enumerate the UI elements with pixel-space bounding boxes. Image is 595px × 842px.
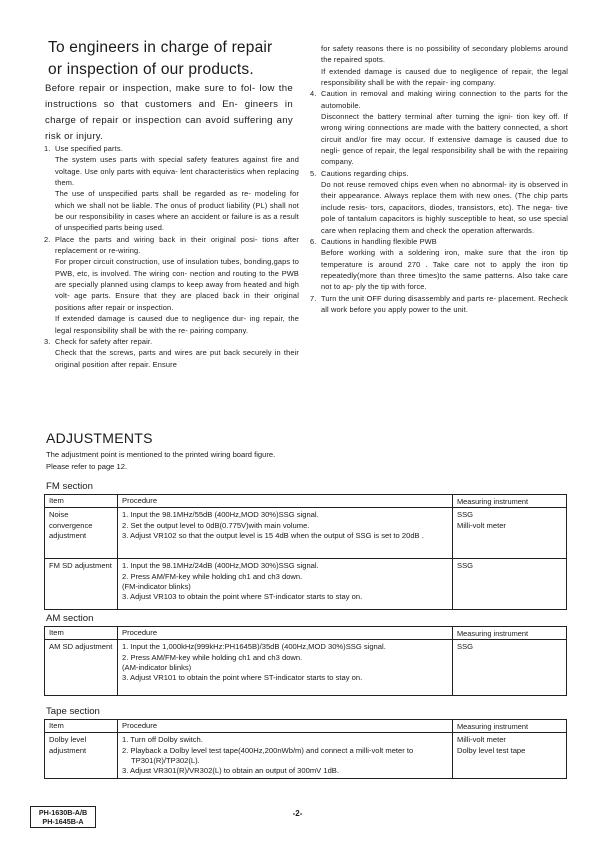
notice-item-number: 3. xyxy=(44,336,51,346)
procedure-step: 1. Input the 98.1MHz/55dB (400Hz,MOD 30%)SSG signal. xyxy=(122,510,319,520)
notice-item-5 xyxy=(310,168,568,236)
notice-item-title: Use specified parts. xyxy=(55,144,123,153)
fm-section-title: FM section xyxy=(46,481,93,492)
notice-item-paragraph: For proper circuit construction, use of insulation tubes, bonding,gaps to PWB, etc, is involved. The wiring con- nection and routing to the PWB are specially planned using clamps to keep away from heated and high volt- age parts. Ensure that they are placed back in their original positions after repair or inspection. xyxy=(55,257,299,312)
notice-item-title: Check for safety after repair. xyxy=(55,336,153,346)
table-row xyxy=(45,508,567,559)
row-procedure xyxy=(118,559,453,610)
instrument-name: Milli-volt meter xyxy=(457,735,506,745)
notice-item-3 xyxy=(44,336,299,370)
procedure-step: 2. Playback a Dolby level test tape(400Hz,200nWb/m) and connect a milli-volt meter to TP301(R)/TP302(L). xyxy=(122,745,414,765)
notice-item-paragraph: The system uses parts with special safety features against fire and voltage. Use only parts with equiva- lent characteristics when replacing them. xyxy=(55,155,299,188)
row-item: Noise convergence adjustment xyxy=(45,508,118,559)
header-procedure: Procedure xyxy=(118,495,453,508)
tape-section-title: Tape section xyxy=(46,706,100,717)
notice-item-title: Turn the unit OFF during disassembly and parts re- placement. Recheck all work before you apply power to the unit. xyxy=(321,293,568,314)
adjustments-title: ADJUSTMENTS xyxy=(46,430,153,446)
row-procedure xyxy=(118,733,453,779)
table-header-row xyxy=(45,627,567,640)
row-instrument xyxy=(453,640,567,696)
model-number: PH-1645B-A xyxy=(42,817,84,826)
notice-item-2 xyxy=(44,234,299,336)
notice-item-number: 7. xyxy=(310,293,317,303)
page-number: -2- xyxy=(292,809,303,818)
notice-item-6 xyxy=(310,236,568,293)
am-section-title: AM section xyxy=(46,613,94,624)
instrument-name: SSG xyxy=(457,561,474,571)
tape-adjustment-table xyxy=(44,719,567,779)
header-measuring-instrument: Measuring instrument xyxy=(453,495,567,508)
table-row xyxy=(45,559,567,610)
procedure-step: 2. Press AM/FM-key while holding ch1 and ch3 down. xyxy=(122,652,303,662)
table-row xyxy=(45,640,567,696)
row-instrument xyxy=(453,508,567,559)
header-item: Item xyxy=(45,495,118,508)
model-number: PH-1630B-A/B xyxy=(38,808,88,817)
notice-item-4 xyxy=(310,88,568,167)
notice-left-column xyxy=(44,143,299,370)
notice-item-number: 2. xyxy=(44,234,51,244)
notice-item-title: Cautions in handling flexible PWB xyxy=(321,236,437,246)
procedure-step: 3. Adjust VR101 to obtain the point where ST-indicator starts to stay on. xyxy=(122,673,363,683)
notice-item-paragraph: Before working with a soldering iron, make sure that the iron tip temperature is around 270 . Take care not to apply the iron tip repeatedly(more than three times)to the same patterns. Also take care not to ap- ply the tip with force. xyxy=(321,248,568,292)
fm-adjustment-table xyxy=(44,494,567,610)
header-item: Item xyxy=(45,627,118,640)
notice-item-title: Cautions regarding chips. xyxy=(321,168,409,178)
row-procedure xyxy=(118,640,453,696)
notice-item-paragraph: If extended damage is caused due to negligence dur- ing repair, the legal responsibility shall be with the re- pairing company. xyxy=(55,314,299,335)
notice-item-number: 1. xyxy=(44,144,51,153)
instrument-name: SSG xyxy=(457,642,474,652)
row-instrument xyxy=(453,733,567,779)
notice-title-line1: To engineers in charge of repair xyxy=(48,39,273,56)
procedure-step: 3. Adjust VR102 so that the output level is 15 4dB when the output of SSG is set to 20dB . xyxy=(122,530,424,540)
adjustments-note-line1: The adjustment point is mentioned to the printed wiring board figure. xyxy=(46,450,276,459)
row-item: FM SD adjustment xyxy=(45,559,118,610)
procedure-step: 3. Adjust VR301(R)/VR302(L) to obtain an output of 300mV 1dB. xyxy=(122,766,339,776)
notice-item-paragraph: The use of unspecified parts shall be regarded as re- modeling for which we shall not be liable. The onus of product liability (PL) shall not be our responsibility in cases where an accident or failure is as a result of unspecified parts being used. xyxy=(55,189,299,233)
notice-right-column xyxy=(310,43,568,315)
table-header-row xyxy=(45,720,567,733)
adjustments-note-line2: Please refer to page 12. xyxy=(46,462,128,471)
header-measuring-instrument: Measuring instrument xyxy=(453,627,567,640)
procedure-step: (FM-indicator blinks) xyxy=(122,581,191,591)
header-measuring-instrument: Measuring instrument xyxy=(453,720,567,733)
notice-item-number: 4. xyxy=(310,89,317,99)
row-item: AM SD adjustment xyxy=(45,640,118,696)
notice-title-line2: or inspection of our products. xyxy=(48,61,254,78)
notice-item-title: Caution in removal and making wiring connection to the parts for the automobile. xyxy=(321,89,568,110)
procedure-step: 1. Turn off Dolby switch. xyxy=(122,735,203,745)
row-procedure xyxy=(118,508,453,559)
am-adjustment-table xyxy=(44,626,567,696)
header-procedure: Procedure xyxy=(118,627,453,640)
procedure-step: 2. Press AM/FM-key while holding ch1 and ch3 down. xyxy=(122,571,303,581)
row-item: Dolby level adjustment xyxy=(45,733,118,779)
instrument-name: Dolby level test tape xyxy=(457,745,526,755)
table-row xyxy=(45,733,567,779)
header-item: Item xyxy=(45,720,118,733)
notice-item-number: 6. xyxy=(310,236,317,246)
notice-item-number: 5. xyxy=(310,168,317,178)
table-header-row xyxy=(45,495,567,508)
header-procedure: Procedure xyxy=(118,720,453,733)
instrument-name: Milli-volt meter xyxy=(457,520,506,530)
notice-item-paragraph: Do not reuse removed chips even when no abnormal- ity is observed in their appearance. Always replace them with new ones. (The chip parts include resis- tors, capacitors, diodes, transistors, etc). The nega- tive pole of tantalum capacitors is highly susceptible to heat, so use special care when replacing them and check the operation afterwards. xyxy=(321,180,568,235)
procedure-step: 1. Input the 1,000kHz(999kHz:PH1645B)/35dB (400Hz,MOD 30%)SSG signal. xyxy=(122,642,386,652)
procedure-step: 2. Set the output level to 0dB(0.775V)with main volume. xyxy=(122,520,310,530)
procedure-step: 1. Input the 98.1MHz/24dB (400Hz,MOD 30%)SSG signal. xyxy=(122,561,319,571)
notice-item-paragraph: Check that the screws, parts and wires are put back securely in their original position after repair. Ensure xyxy=(55,348,299,369)
notice-intro: Before repair or inspection, make sure to fol- low the instructions so that customers and En- gineers in charge of repair or inspection can avoid suffering any risk or injury. xyxy=(45,83,293,142)
notice-item-1 xyxy=(44,143,299,234)
notice-item-7 xyxy=(310,293,568,316)
notice-item-title: Place the parts and wiring back in their original posi- tions after replacement or re-wiring. xyxy=(55,234,299,256)
procedure-step: 3. Adjust VR103 to obtain the point where ST-indicator starts to stay on. xyxy=(122,592,363,602)
notice-continuation: for safety reasons there is no possibility of secondary ploblems around the repaired spots. xyxy=(321,44,568,65)
instrument-name: SSG xyxy=(457,510,474,520)
row-instrument xyxy=(453,559,567,610)
notice-item-paragraph: Disconnect the battery terminal after turning the igni- tion key off. If wrong wiring connections are made with the battery connected, a short circuit and/or fire may occur. If extensive damage is caused due to negli- gence of repair, the legal responsibility shall be with the repairing company. xyxy=(321,112,568,167)
notice-continuation: If extended damage is caused due to negligence of repair, the legal responsibility shall be with the repair- ing company. xyxy=(321,66,568,88)
procedure-step: (AM-indicator blinks) xyxy=(122,662,192,672)
